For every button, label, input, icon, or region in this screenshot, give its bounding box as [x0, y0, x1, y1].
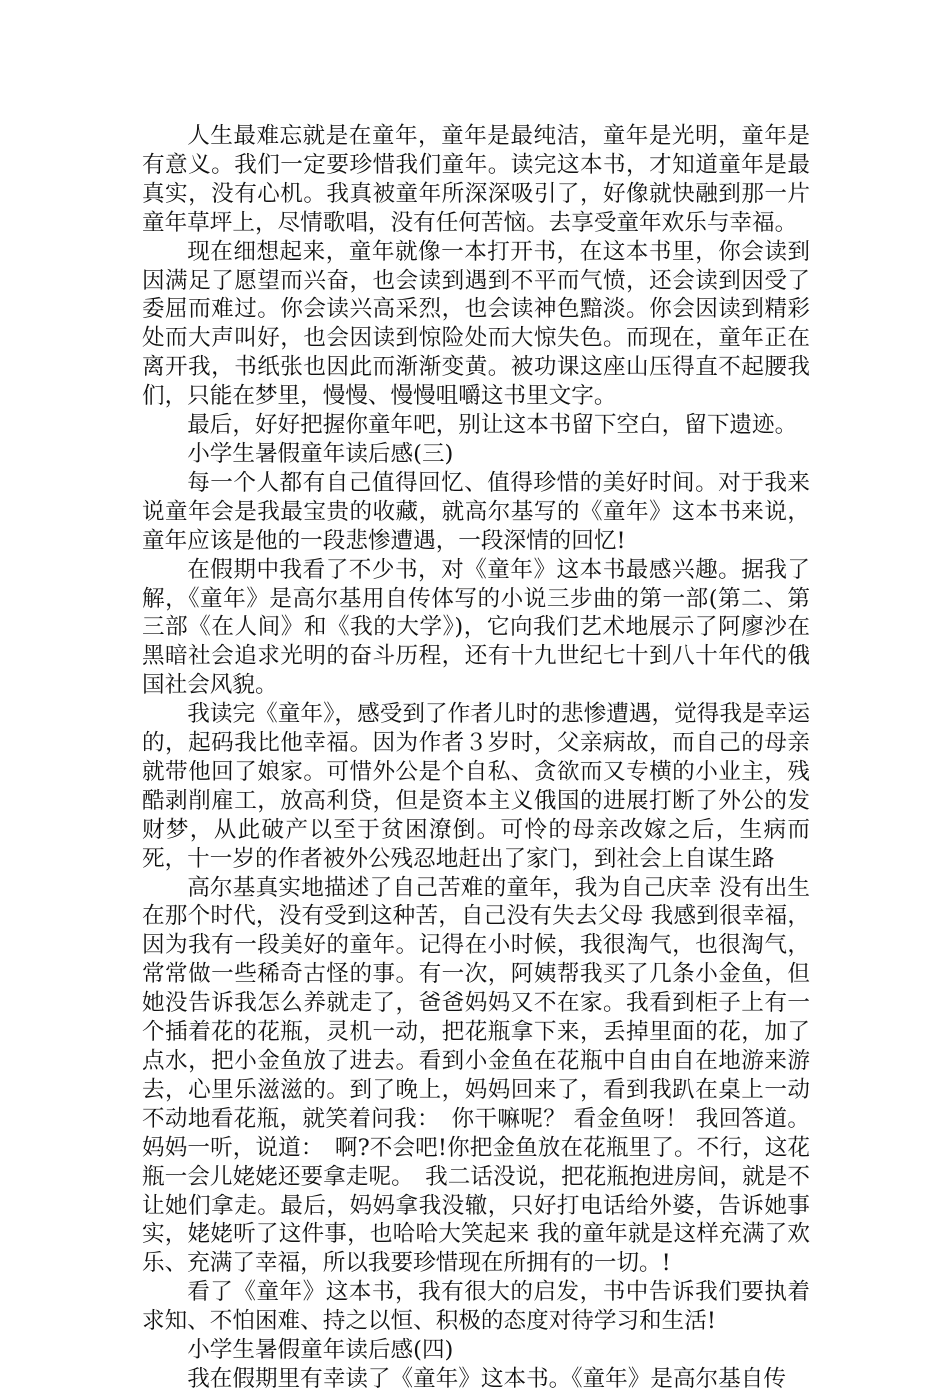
paragraph-inspiration: 看了《童年》这本书，我有很大的启发，书中告诉我们要执着求知、不怕困难、持之以恒、积极的态度对待学习和生活! — [142, 1279, 810, 1335]
paragraph-section-four-intro: 我在假期里有幸读了《童年》这本书。《童年》是高尔基自传 — [187, 1365, 786, 1392]
paragraph-goldfish-story: 高尔基真实地描述了自己苦难的童年，我为自己庆幸 没有出生在那个时代，没有受到这种苦，自己没有失去父母 我感到很幸福，因为我有一段美好的童年。记得在小时候，我很淘气，也很淘气，常常做一些稀奇古怪的事。有一次，阿姨帮我买了几条小金鱼，但她没告诉我怎么养就走了，爸爸妈妈又不在家。我看到柜子上有一个插着花的花瓶，灵机一动，把花瓶拿下来，丢掉里面的花，加了点水，把小金鱼放了进去。看到小金鱼在花瓶中自由自在地游来游去，心里乐滋滋的。到了晚上，妈妈回来了，看到我趴在桌上一动不动地看花瓶，就笑着问我： 你干嘛呢？ 看金鱼呀！ 我回答道。妈妈一听，说道： 啊?不会吧!你把金鱼放在花瓶里了。不行，这花瓶一会儿姥姥还要拿走呢。 我二话没说，把花瓶抱进房间，就是不让她们拿走。最后，妈妈拿我没辙，只好打电话给外婆，告诉她事实，姥姥听了这件事，也哈哈大笑起来 我的童年就是这样充满了欢乐、充满了幸福，所以我要珍惜现在所拥有的一切。! — [142, 874, 810, 1277]
document-body — [142, 122, 810, 1394]
paragraph-precious-time: 每一个人都有自己值得回忆、值得珍惜的美好时间。对于我来说童年会是我最宝贵的收藏，就高尔基写的《童年》这本书来说，童年应该是他的一段悲惨遭遇，一段深情的回忆! — [142, 469, 810, 554]
paragraph-childhood-memory: 人生最难忘就是在童年，童年是最纯洁，童年是光明，童年是有意义。我们一定要珍惜我们童年。读完这本书，才知道童年是最真实，没有心机。我真被童年所深深吸引了，好像就快融到那一片童年草坪上，尽情歌唱，没有任何苦恼。去享受童年欢乐与幸福。 — [142, 123, 810, 236]
paragraph-childhood-book: 现在细想起来，童年就像一本打开书，在这本书里，你会读到因满足了愿望而兴奋，也会读到遇到不平而气愤，还会读到因受了委屈而难过。你会读兴高采烈，也会读神色黯淡。你会因读到精彩处而大声叫好，也会因读到惊险处而大惊失色。而现在，童年正在离开我，书纸张也因此而渐渐变黄。被功课这座山压得直不起腰我们，只能在梦里，慢慢、慢慢咀嚼这书里文字。 — [142, 238, 810, 410]
paragraph-holiday-reading: 在假期中我看了不少书，对《童年》这本书最感兴趣。据我了解，《童年》是高尔基用自传体写的小说三步曲的第一部(第二、第三部《在人间》和《我的大学》)，它向我们艺术地展示了阿廖沙在黑暗社会追求光明的奋斗历程，还有十九世纪七十到八十年代的俄国社会风貌。 — [142, 556, 810, 699]
paragraph-conclusion: 最后，好好把握你童年吧，别让这本书留下空白，留下遗迹。 — [187, 412, 798, 439]
section-heading-four: 小学生暑假童年读后感(四) — [187, 1337, 454, 1364]
paragraph-author-experience: 我读完《童年》，感受到了作者儿时的悲惨遭遇，觉得我是幸运的，起码我比他幸福。因为作者３岁时，父亲病故，而自己的母亲就带他回了娘家。可惜外公是个自私、贪欲而又专横的小业主，残酷剥削雇工，放高利贷，但是资本主义俄国的进展打断了外公的发财梦，从此破产以至于贫困潦倒。可怜的母亲改嫁之后，生病而死，十一岁的作者被外公残忍地赶出了家门，到社会上自谋生路 — [142, 701, 810, 872]
section-heading-three: 小学生暑假童年读后感(三) — [187, 440, 454, 467]
